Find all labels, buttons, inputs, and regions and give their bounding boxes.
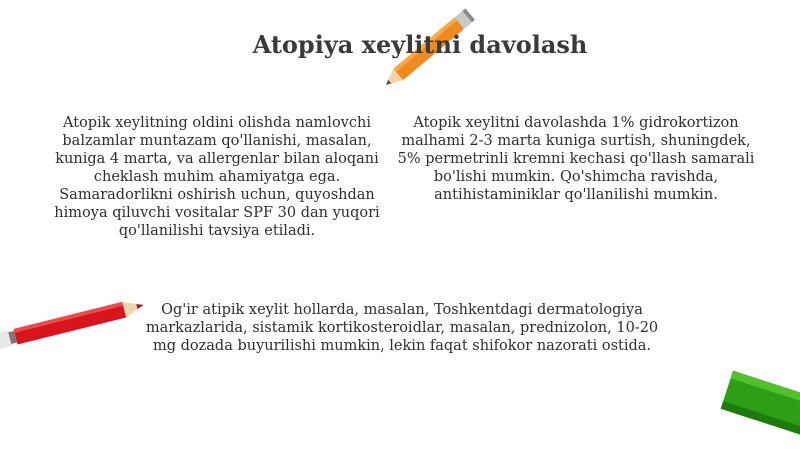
red-pencil-icon — [0, 292, 150, 354]
bottom-paragraph: Og'ir atipik xeylit hollarda, masalan, Toshkentdagi dermatologiya markazlarida, sistamik kortikosteroidlar, masalan, prednizolon, 10-20 mg dozada buyurilishi mumkin, lekin faqat shifokor nazorati ostida. — [145, 302, 659, 354]
right-paragraph: Atopik xeylitni davolashda 1% gidrokortizon malhami 2-3 marta kuniga surtish, shuningdek, 5% permetrinli kremni kechasi qo'llash samarali bo'lishi mumkin. Qo'shimcha ravishda, antihistaminiklar qo'llanilishi mumkin. — [397, 115, 755, 203]
green-marker-icon — [716, 368, 800, 440]
slide-title: Atopiya xeylitni davolash — [252, 30, 588, 59]
left-paragraph: Atopik xeylitning oldini olishda namlovchi balzamlar muntazam qo'llanishi, masalan, kuniga 4 marta, va allergenlar bilan aloqani cheklash muhim ahamiyatga ega. Samaradorlikni oshirish uchun, quyoshdan himoya qiluvchi vositalar SPF 30 dan yuqori qo'llanilishi tavsiya etiladi. — [54, 115, 380, 239]
